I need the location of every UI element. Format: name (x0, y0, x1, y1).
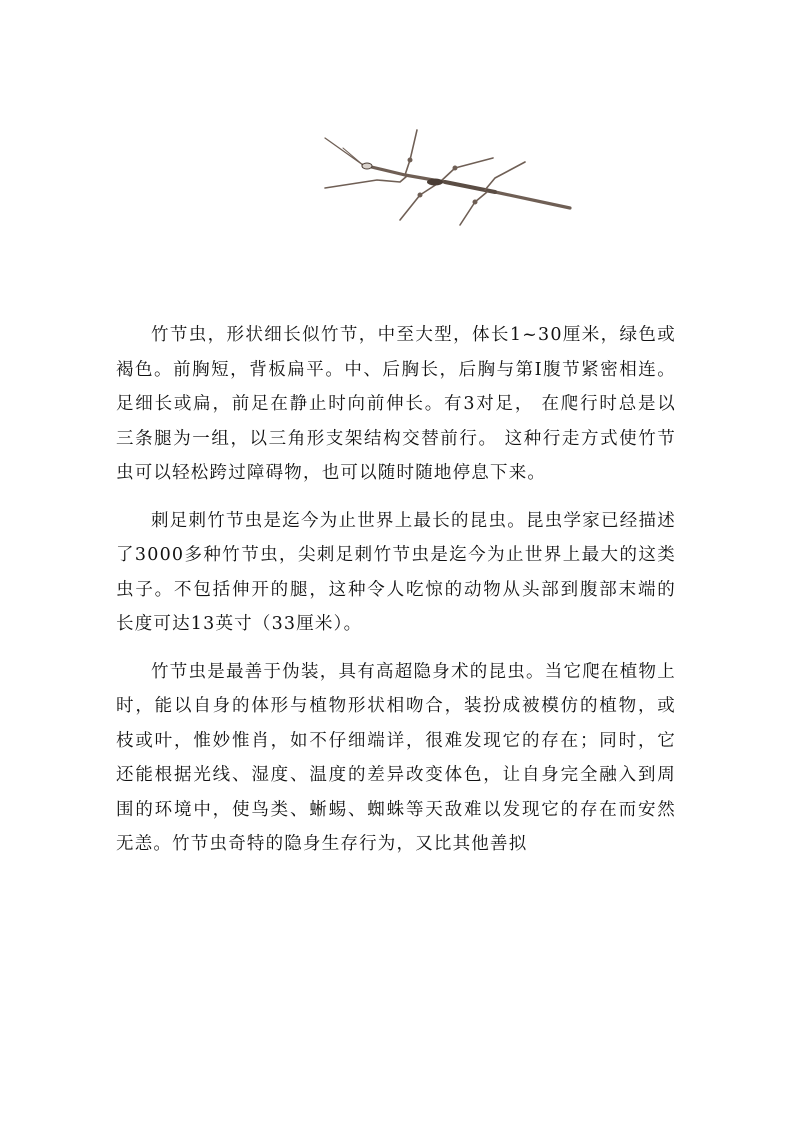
paragraph-longest-insect: 刺足刺竹节虫是迄今为止世界上最长的昆虫。昆虫学家已经描述了3000多种竹节虫，尖刺足刺竹节虫是迄今为止世界上最大的这类虫子。不包括伸开的腿，这种令人吃惊的动物从头部到腹部末端的长度可达13英寸（33厘米）。 (116, 510, 676, 634)
stick-insect-photo (315, 120, 580, 230)
article-body (116, 318, 676, 875)
paragraph-description: 竹节虫，形状细长似竹节，中至大型，体长1~30厘米，绿色或褐色。前胸短，背板扁平。中、后胸长，后胸与第I腹节紧密相连。足细长或扁，前足在静止时向前伸长。有3对足， 在爬行时总是以三条腿为一组，以三角形支架结构交替前行。 这种行走方式使竹节虫可以轻松跨过障碍物，也可以随时随地停息下来。 (116, 325, 676, 483)
stick-insect-illustration (315, 120, 580, 230)
paragraph-camouflage: 竹节虫是最善于伪装，具有高超隐身术的昆虫。当它爬在植物上时，能以自身的体形与植物形状相吻合，装扮成被模仿的植物，或枝或叶，惟妙惟肖，如不仔细端详，很难发现它的存在；同时，它还能根据光线、湿度、温度的差异改变体色，让自身完全融入到周围的环境中，使鸟类、蜥蜴、蜘蛛等天敌难以发现它的存在而安然无恙。竹节虫奇特的隐身生存行为，又比其他善拟 (116, 661, 676, 854)
